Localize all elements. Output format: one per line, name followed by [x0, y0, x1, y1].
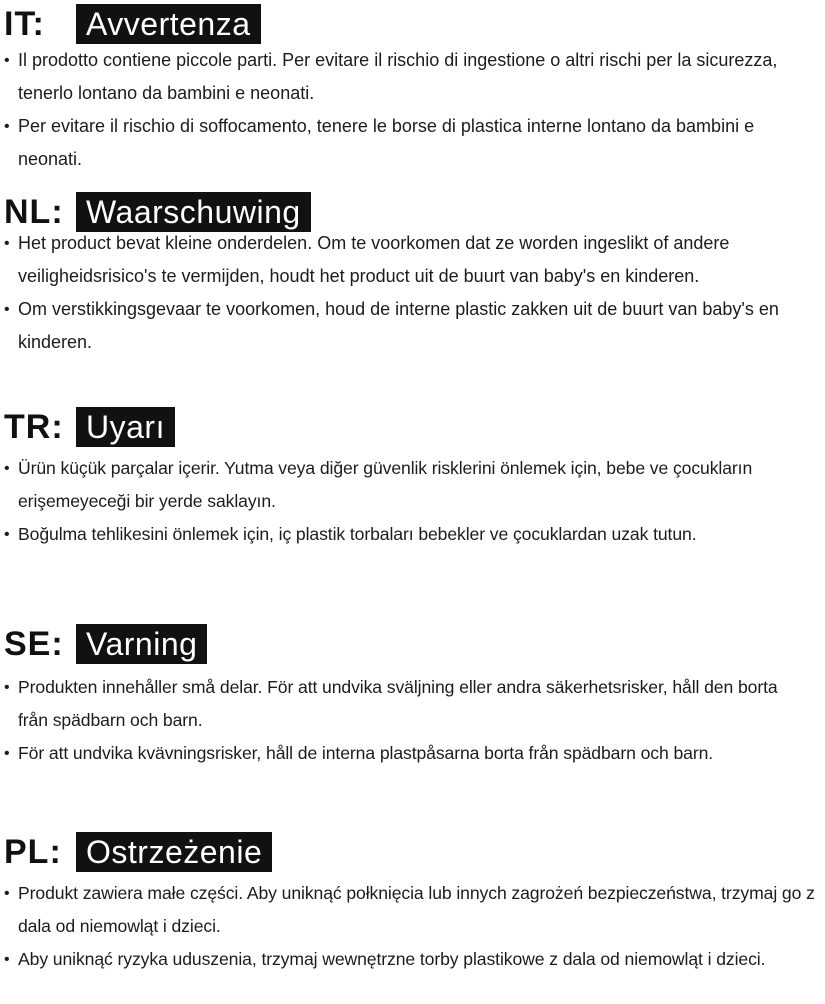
bullet-icon: • — [4, 885, 10, 902]
warning-title: Varning — [76, 624, 207, 664]
warning-title: Ostrzeżenie — [76, 832, 272, 872]
language-code: NL: — [4, 193, 64, 231]
warning-title: Waarschuwing — [76, 192, 311, 232]
list-item — [0, 877, 825, 943]
warning-list — [0, 671, 825, 770]
warning-text: För att undvika kvävningsrisker, håll de interna plastpåsarna borta från spädbarn och barn. — [18, 743, 714, 763]
language-code: PL: — [4, 833, 62, 871]
section-nl — [0, 190, 825, 390]
bullet-icon: • — [4, 235, 10, 252]
warning-list — [0, 44, 825, 176]
warning-list — [0, 877, 825, 976]
warning-text: Het product bevat kleine onderdelen. Om te voorkomen dat ze worden ingeslikt of andere veiligheidsrisico's te vermijden, houdt het product uit de buurt van baby's en kinderen. — [18, 233, 730, 286]
warning-text: Aby uniknąć ryzyka uduszenia, trzymaj wewnętrzne torby plastikowe z dala od niemowląt i dzieci. — [18, 949, 766, 969]
bullet-icon: • — [4, 951, 10, 968]
warning-list — [0, 452, 825, 551]
list-item — [0, 227, 802, 293]
bullet-icon: • — [4, 745, 10, 762]
list-item — [0, 671, 792, 737]
language-code: SE: — [4, 625, 64, 663]
warning-title: Uyarı — [76, 407, 175, 447]
list-item — [0, 293, 822, 359]
section-heading — [0, 405, 825, 449]
list-item — [0, 452, 802, 518]
bullet-icon: • — [4, 301, 10, 318]
warning-text: Ürün küçük parçalar içerir. Yutma veya diğer güvenlik risklerini önlemek için, bebe ve çocukların erişemeyeceği bir yerde saklayın. — [18, 458, 753, 511]
warning-list — [0, 227, 825, 359]
warning-text: Om verstikkingsgevaar te voorkomen, houd de interne plastic zakken uit de buurt van baby's en kinderen. — [18, 299, 779, 352]
bullet-icon: • — [4, 118, 10, 135]
bullet-icon: • — [4, 460, 10, 477]
warning-title: Avvertenza — [76, 4, 261, 44]
warning-text: Per evitare il rischio di soffocamento, tenere le borse di plastica interne lontano da bambini e neonati. — [18, 116, 755, 169]
section-heading — [0, 830, 825, 874]
language-code: TR: — [4, 408, 64, 446]
language-code: IT: — [4, 5, 45, 43]
list-item — [0, 737, 825, 770]
warning-text: Produkten innehåller små delar. För att undvika sväljning eller andra säkerhetsrisker, håll den borta från spädbarn och barn. — [18, 677, 778, 730]
section-heading — [0, 2, 825, 46]
warning-text: Produkt zawiera małe części. Aby uniknąć połknięcia lub innych zagrożeń bezpieczeństwa, trzymaj go z dala od niemowląt i dzieci. — [18, 883, 815, 936]
bullet-icon: • — [4, 526, 10, 543]
bullet-icon: • — [4, 52, 10, 69]
list-item — [0, 943, 812, 976]
warning-text: Boğulma tehlikesini önlemek için, iç plastik torbaları bebekler ve çocuklardan uzak tutun. — [18, 524, 697, 544]
bullet-icon: • — [4, 679, 10, 696]
section-pl — [0, 830, 825, 1004]
section-heading — [0, 622, 825, 666]
section-se — [0, 622, 825, 772]
list-item — [0, 44, 792, 110]
section-it — [0, 2, 825, 172]
section-tr — [0, 405, 825, 555]
list-item — [0, 110, 792, 176]
list-item — [0, 518, 825, 551]
warning-text: Il prodotto contiene piccole parti. Per evitare il rischio di ingestione o altri rischi per la sicurezza, tenerlo lontano da bambini e neonati. — [18, 50, 778, 103]
